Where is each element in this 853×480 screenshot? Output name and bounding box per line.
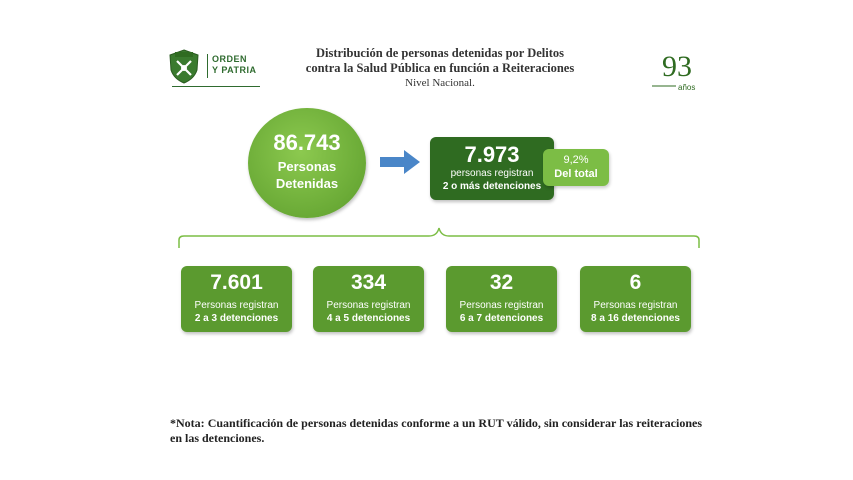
anniversary-logo <box>650 46 710 96</box>
breakdown-value: 32 <box>489 271 514 294</box>
repeat-label-line1: personas registran <box>450 168 534 179</box>
breakdown-label-line1: Personas registran <box>593 300 678 311</box>
total-label-line2: Detenidas <box>275 176 339 191</box>
breakdown-label-line2: 6 a 7 detenciones <box>459 313 544 324</box>
title-line2: contra la Salud Pública en función a Reiteraciones <box>305 61 575 75</box>
percentage-label: Del total <box>554 168 598 180</box>
breakdown-label-line2: 8 a 16 detenciones <box>591 313 680 324</box>
logo-text-line1: ORDEN <box>212 54 248 64</box>
repeat-label-line2: 2 o más detenciones <box>442 181 542 192</box>
breakdown-box-1 <box>181 266 292 332</box>
anniversary-text: años <box>678 83 696 92</box>
repeat-detentions-box <box>430 137 554 200</box>
breakdown-value: 334 <box>350 271 387 294</box>
percentage-box <box>543 149 609 186</box>
total-value: 86.743 <box>273 130 341 155</box>
curly-brace <box>174 226 704 250</box>
anniversary-number: 93 <box>662 50 692 83</box>
breakdown-label-line2: 4 a 5 detenciones <box>326 313 411 324</box>
breakdown-label-line1: Personas registran <box>326 300 411 311</box>
carabineros-logo <box>166 48 262 86</box>
breakdown-box-2 <box>313 266 424 332</box>
logo-divider <box>207 54 208 78</box>
breakdown-label-line2: 2 a 3 detenciones <box>194 313 279 324</box>
repeat-value: 7.973 <box>464 142 520 167</box>
shield-icon <box>166 48 202 84</box>
total-detained-circle <box>248 108 366 218</box>
page-title <box>270 46 610 76</box>
logo-text <box>212 54 257 76</box>
breakdown-label-line1: Personas registran <box>459 300 544 311</box>
percentage-value: 9,2% <box>563 154 589 166</box>
breakdown-label-line1: Personas registran <box>194 300 279 311</box>
breakdown-value: 6 <box>629 271 642 294</box>
footnote: *Nota: Cuantificación de personas detenidas conforme a un RUT válido, sin considerar las reiteraciones en las detenciones. <box>170 416 702 445</box>
anniversary-93-icon <box>650 46 710 96</box>
total-label-line1: Personas <box>277 159 337 174</box>
breakdown-value: 7.601 <box>210 271 263 294</box>
right-arrow-icon <box>380 150 420 174</box>
logo-text-line2: Y PATRIA <box>212 65 257 75</box>
title-line1: Distribución de personas detenidas por Delitos <box>315 46 565 60</box>
logo-underline <box>172 86 260 87</box>
breakdown-box-4 <box>580 266 691 332</box>
page-subtitle: Nivel Nacional. <box>405 77 475 89</box>
breakdown-box-3 <box>446 266 557 332</box>
